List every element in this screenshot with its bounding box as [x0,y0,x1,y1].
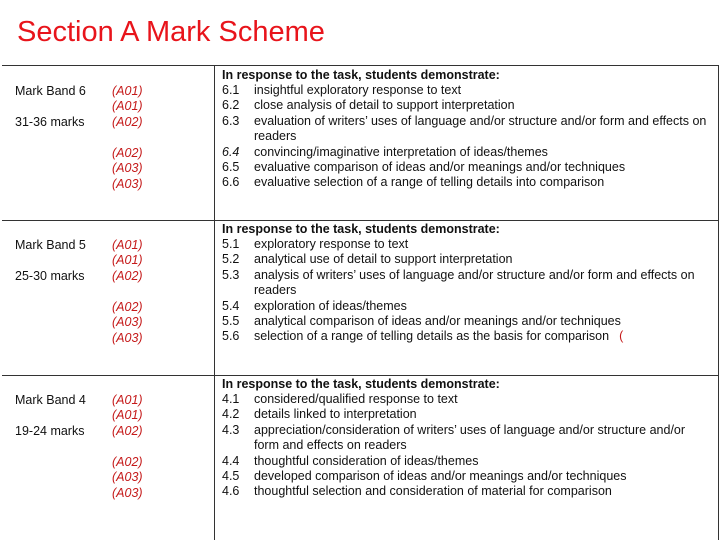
criterion-number: 4.3 [222,422,240,437]
band-marks: 31-36 marks [15,115,85,129]
band-marks: 19-24 marks [15,424,85,438]
mark-scheme-table [2,65,719,540]
assessment-objective: (A03) [112,331,143,345]
criterion [222,114,712,145]
criterion-number: 5.5 [222,314,240,329]
criterion-text: analytical comparison of ideas and/or meanings and/or techniques [254,314,621,329]
criterion-number: 6.4 [222,144,240,159]
assessment-objective: (A01) [112,393,143,407]
assessment-objective: (A02) [112,115,143,129]
band-6-criteria [222,68,712,191]
page-title: Section A Mark Scheme [17,16,325,48]
stray-bracket-mark: ( [619,329,624,344]
band-label: Mark Band 6 [15,84,86,98]
criterion-text: evaluation of writers’ uses of language and/or structure and/or form and effects on readers [254,113,707,144]
assessment-objective: (A01) [112,238,143,252]
criterion-text: selection of a range of telling details as the basis for comparison [254,329,610,344]
criterion-number: 6.6 [222,175,240,190]
assessment-objective: (A03) [112,177,143,191]
band-5-criteria [222,222,712,345]
assessment-objective: (A01) [112,99,143,113]
criterion-number: 5.3 [222,267,240,282]
criterion-text: evaluative comparison of ideas and/or meanings and/or techniques [254,160,626,175]
band-label: Mark Band 5 [15,238,86,252]
criterion-text: convincing/imaginative interpretation of ideas/themes [254,144,548,159]
criterion-text: thoughtful selection and consideration of material for comparison [254,484,612,499]
criterion-number: 6.5 [222,160,240,175]
assessment-objective: (A02) [112,424,143,438]
assessment-objective: (A02) [112,146,143,160]
criterion [222,268,712,299]
criterion-number: 6.1 [222,83,240,97]
assessment-objective: (A01) [112,408,143,422]
criterion-text: insightful exploratory response to text [254,83,462,97]
criterion-number: 4.4 [222,453,240,468]
criterion-text: close analysis of detail to support interpretation [254,98,515,113]
criterion [222,454,712,469]
criterion-number: 6.2 [222,98,240,113]
assessment-objective: (A01) [112,84,143,98]
band-4-criteria [222,377,712,500]
criterion-text: exploration of ideas/themes [254,298,407,313]
criterion [222,423,712,454]
column-divider [214,65,215,540]
band-label: Mark Band 4 [15,393,86,407]
criterion [222,83,712,98]
criterion-number: 5.4 [222,298,240,313]
criterion [222,160,712,175]
assessment-objective: (A03) [112,161,143,175]
criterion [222,329,712,344]
criterion-text: thoughtful consideration of ideas/themes [254,453,479,468]
criterion-number: 4.5 [222,469,240,484]
criterion-text: appreciation/consideration of writers’ uses of language and/or structure and/or form and effects on readers [254,422,686,453]
assessment-objective: (A02) [112,300,143,314]
criterion-number: 5.2 [222,252,240,267]
criterion-number: 5.6 [222,329,240,344]
criterion [222,252,712,267]
criterion-number: 4.6 [222,484,240,499]
criterion-number: 5.1 [222,237,240,251]
criterion [222,175,712,190]
criterion [222,299,712,314]
assessment-objective: (A02) [112,269,143,283]
criterion [222,392,712,407]
criteria-heading: In response to the task, students demonstrate: [222,68,500,82]
assessment-objective: (A01) [112,253,143,267]
table-right-border [718,65,719,540]
row-divider [2,220,719,221]
criterion-number: 4.1 [222,392,240,406]
criteria-heading: In response to the task, students demonstrate: [222,222,500,236]
criterion-number: 6.3 [222,113,240,128]
criterion-number: 4.2 [222,407,240,422]
criterion-text: exploratory response to text [254,237,409,251]
criterion [222,407,712,422]
criterion [222,484,712,499]
criterion-text: details linked to interpretation [254,407,417,422]
criterion-text: analytical use of detail to support interpretation [254,252,513,267]
criterion [222,145,712,160]
criterion [222,469,712,484]
row-divider [2,375,719,376]
assessment-objective: (A02) [112,455,143,469]
criterion-text: evaluative selection of a range of telling details into comparison [254,175,605,190]
table-top-border [2,65,719,66]
assessment-objective: (A03) [112,315,143,329]
criterion-text: considered/qualified response to text [254,392,458,406]
criterion-text: developed comparison of ideas and/or meanings and/or techniques [254,469,627,484]
assessment-objective: (A03) [112,486,143,500]
criterion-text: analysis of writers’ uses of language and/or structure and/or form and effects on readers [254,267,695,298]
criterion [222,98,712,113]
criterion [222,237,712,252]
band-marks: 25-30 marks [15,269,85,283]
criterion [222,314,712,329]
assessment-objective: (A03) [112,470,143,484]
criteria-heading: In response to the task, students demonstrate: [222,377,500,391]
